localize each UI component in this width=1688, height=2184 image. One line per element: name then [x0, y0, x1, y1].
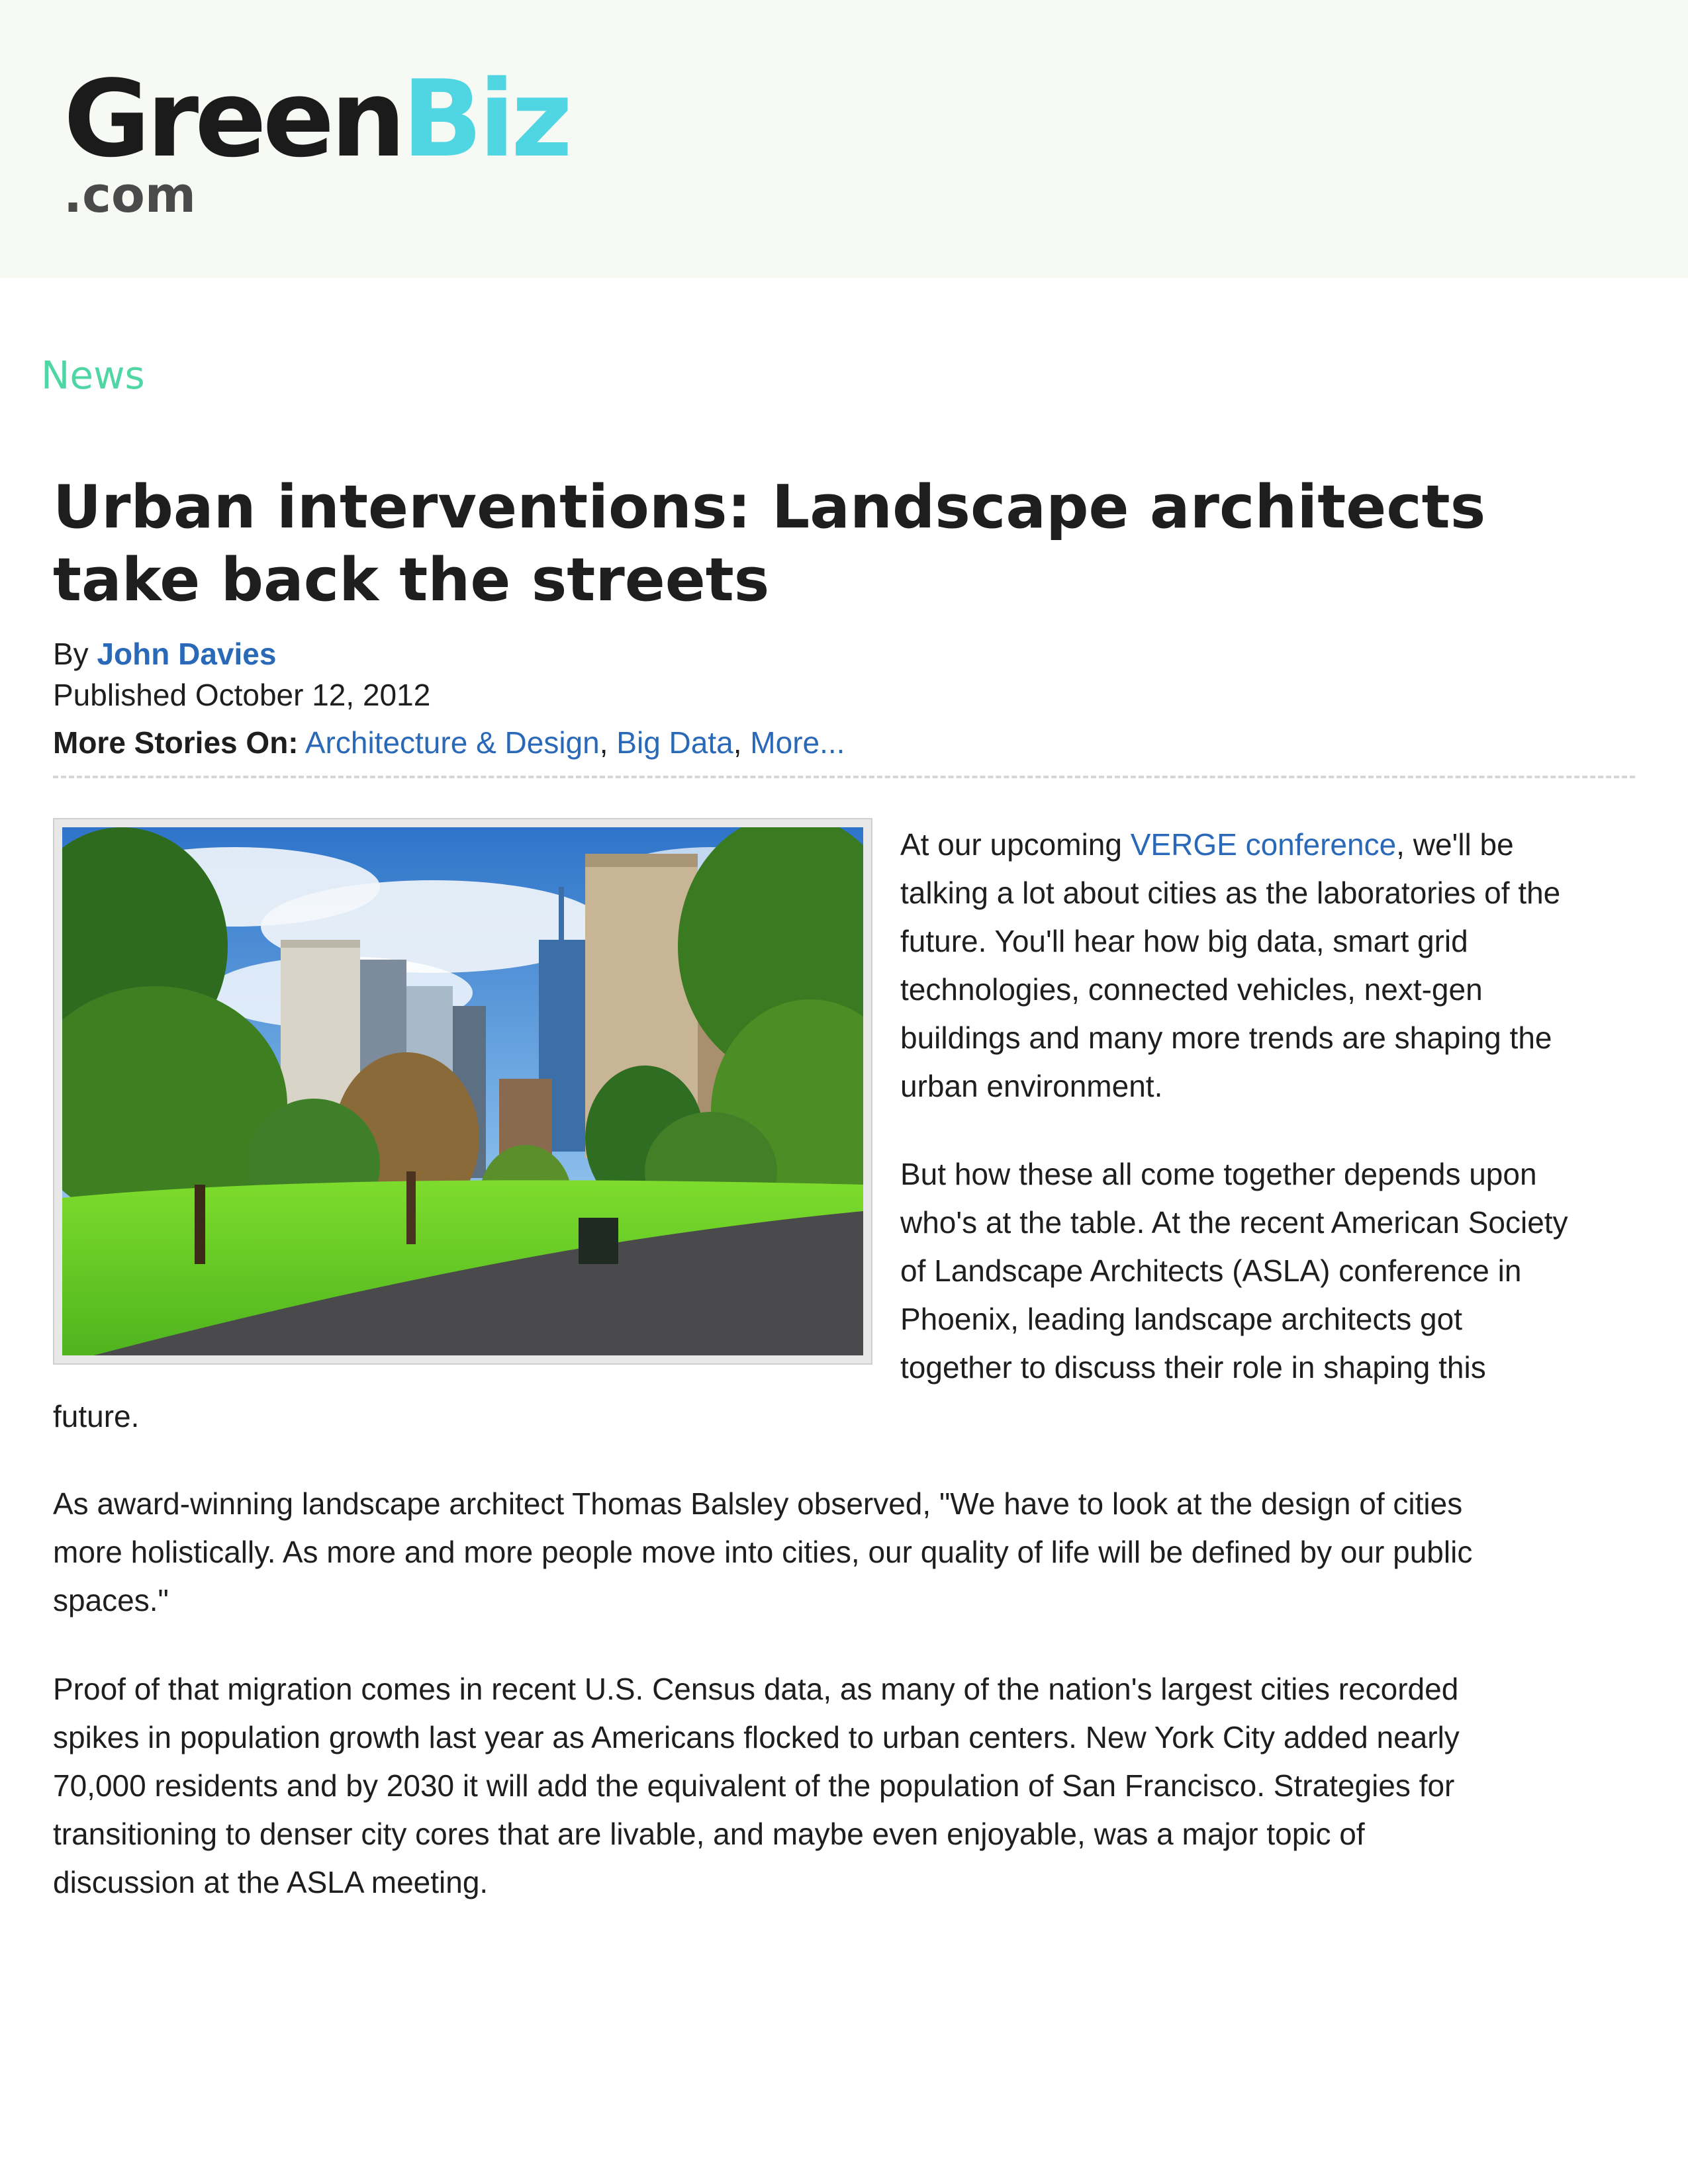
- verge-suffix-text: , we'll be: [1396, 827, 1514, 862]
- paragraph-line: who's at the table. At the recent American Society: [900, 1205, 1568, 1240]
- paragraph-line: of Landscape Architects (ASLA) conference in: [900, 1253, 1522, 1288]
- topic-separator: ,: [599, 725, 608, 760]
- paragraph-line: urban environment.: [900, 1069, 1163, 1103]
- paragraph-2: [900, 1150, 1568, 1392]
- author-link[interactable]: John Davies: [97, 637, 277, 671]
- more-stories-label: More Stories On:: [53, 725, 299, 760]
- logo-biz-text: Biz: [402, 57, 569, 181]
- logo-domain-text: .com: [64, 167, 196, 224]
- byline: [53, 634, 276, 674]
- paragraph-line: But how these all come together depends upon: [900, 1157, 1537, 1191]
- paragraph-line: As award-winning landscape architect Thomas Balsley observed, "We have to look at the design of cities: [53, 1486, 1463, 1521]
- topic-separator: ,: [733, 725, 742, 760]
- paragraph-4: [53, 1665, 1460, 1907]
- paragraph-line: future. You'll hear how big data, smart grid: [900, 924, 1468, 958]
- paragraph-2-tail: future.: [53, 1399, 140, 1433]
- paragraph-1: [900, 821, 1560, 1111]
- paragraph-line: Proof of that migration comes in recent U.S. Census data, as many of the nation's largest cities recorded: [53, 1672, 1459, 1706]
- paragraph-line: talking a lot about cities as the laboratories of the: [900, 876, 1561, 910]
- paragraph-line: discussion at the ASLA meeting.: [53, 1865, 489, 1899]
- paragraph-line: Phoenix, leading landscape architects got: [900, 1302, 1463, 1336]
- paragraph-line: together to discuss their role in shaping this: [900, 1350, 1486, 1385]
- paragraph-line: 70,000 residents and by 2030 it will add the equivalent of the population of San Francisco. Strategies for: [53, 1768, 1455, 1803]
- article-title: Urban interventions: Landscape architects take back the streets: [53, 473, 1486, 615]
- byline-label: By: [53, 637, 89, 671]
- meta-divider: [53, 776, 1635, 778]
- paragraph-line: transitioning to denser city cores that are livable, and maybe even enjoyable, was a major topic of: [53, 1817, 1365, 1851]
- topic-link-big-data[interactable]: Big Data: [616, 725, 733, 760]
- paragraph-line: technologies, connected vehicles, next-gen: [900, 972, 1483, 1007]
- more-stories: [53, 723, 845, 762]
- section-label-news[interactable]: News: [41, 353, 145, 398]
- paragraph-line: spaces.": [53, 1583, 169, 1617]
- paragraph-line: buildings and many more trends are shaping the: [900, 1021, 1552, 1055]
- paragraph-3: [53, 1480, 1472, 1625]
- topic-link-architecture-design[interactable]: Architecture & Design: [305, 725, 600, 760]
- logo-green-text: Green: [64, 57, 402, 181]
- paragraph-line: more holistically. As more and more people move into cities, our quality of life will be defined by our public: [53, 1535, 1473, 1569]
- city-park-photo: [62, 827, 863, 1355]
- logo-wordmark: [64, 57, 569, 181]
- verge-conference-link[interactable]: VERGE conference: [1130, 827, 1397, 862]
- topic-link-more[interactable]: More...: [750, 725, 845, 760]
- published-date: Published October 12, 2012: [53, 678, 431, 712]
- paragraph-line: spikes in population growth last year as Americans flocked to urban centers. New York City added nearly: [53, 1720, 1460, 1754]
- paragraph-line: [900, 821, 1560, 869]
- greenbiz-logo[interactable]: [64, 57, 569, 232]
- article-photo: [53, 818, 872, 1365]
- verge-intro-text: At our upcoming: [900, 827, 1131, 862]
